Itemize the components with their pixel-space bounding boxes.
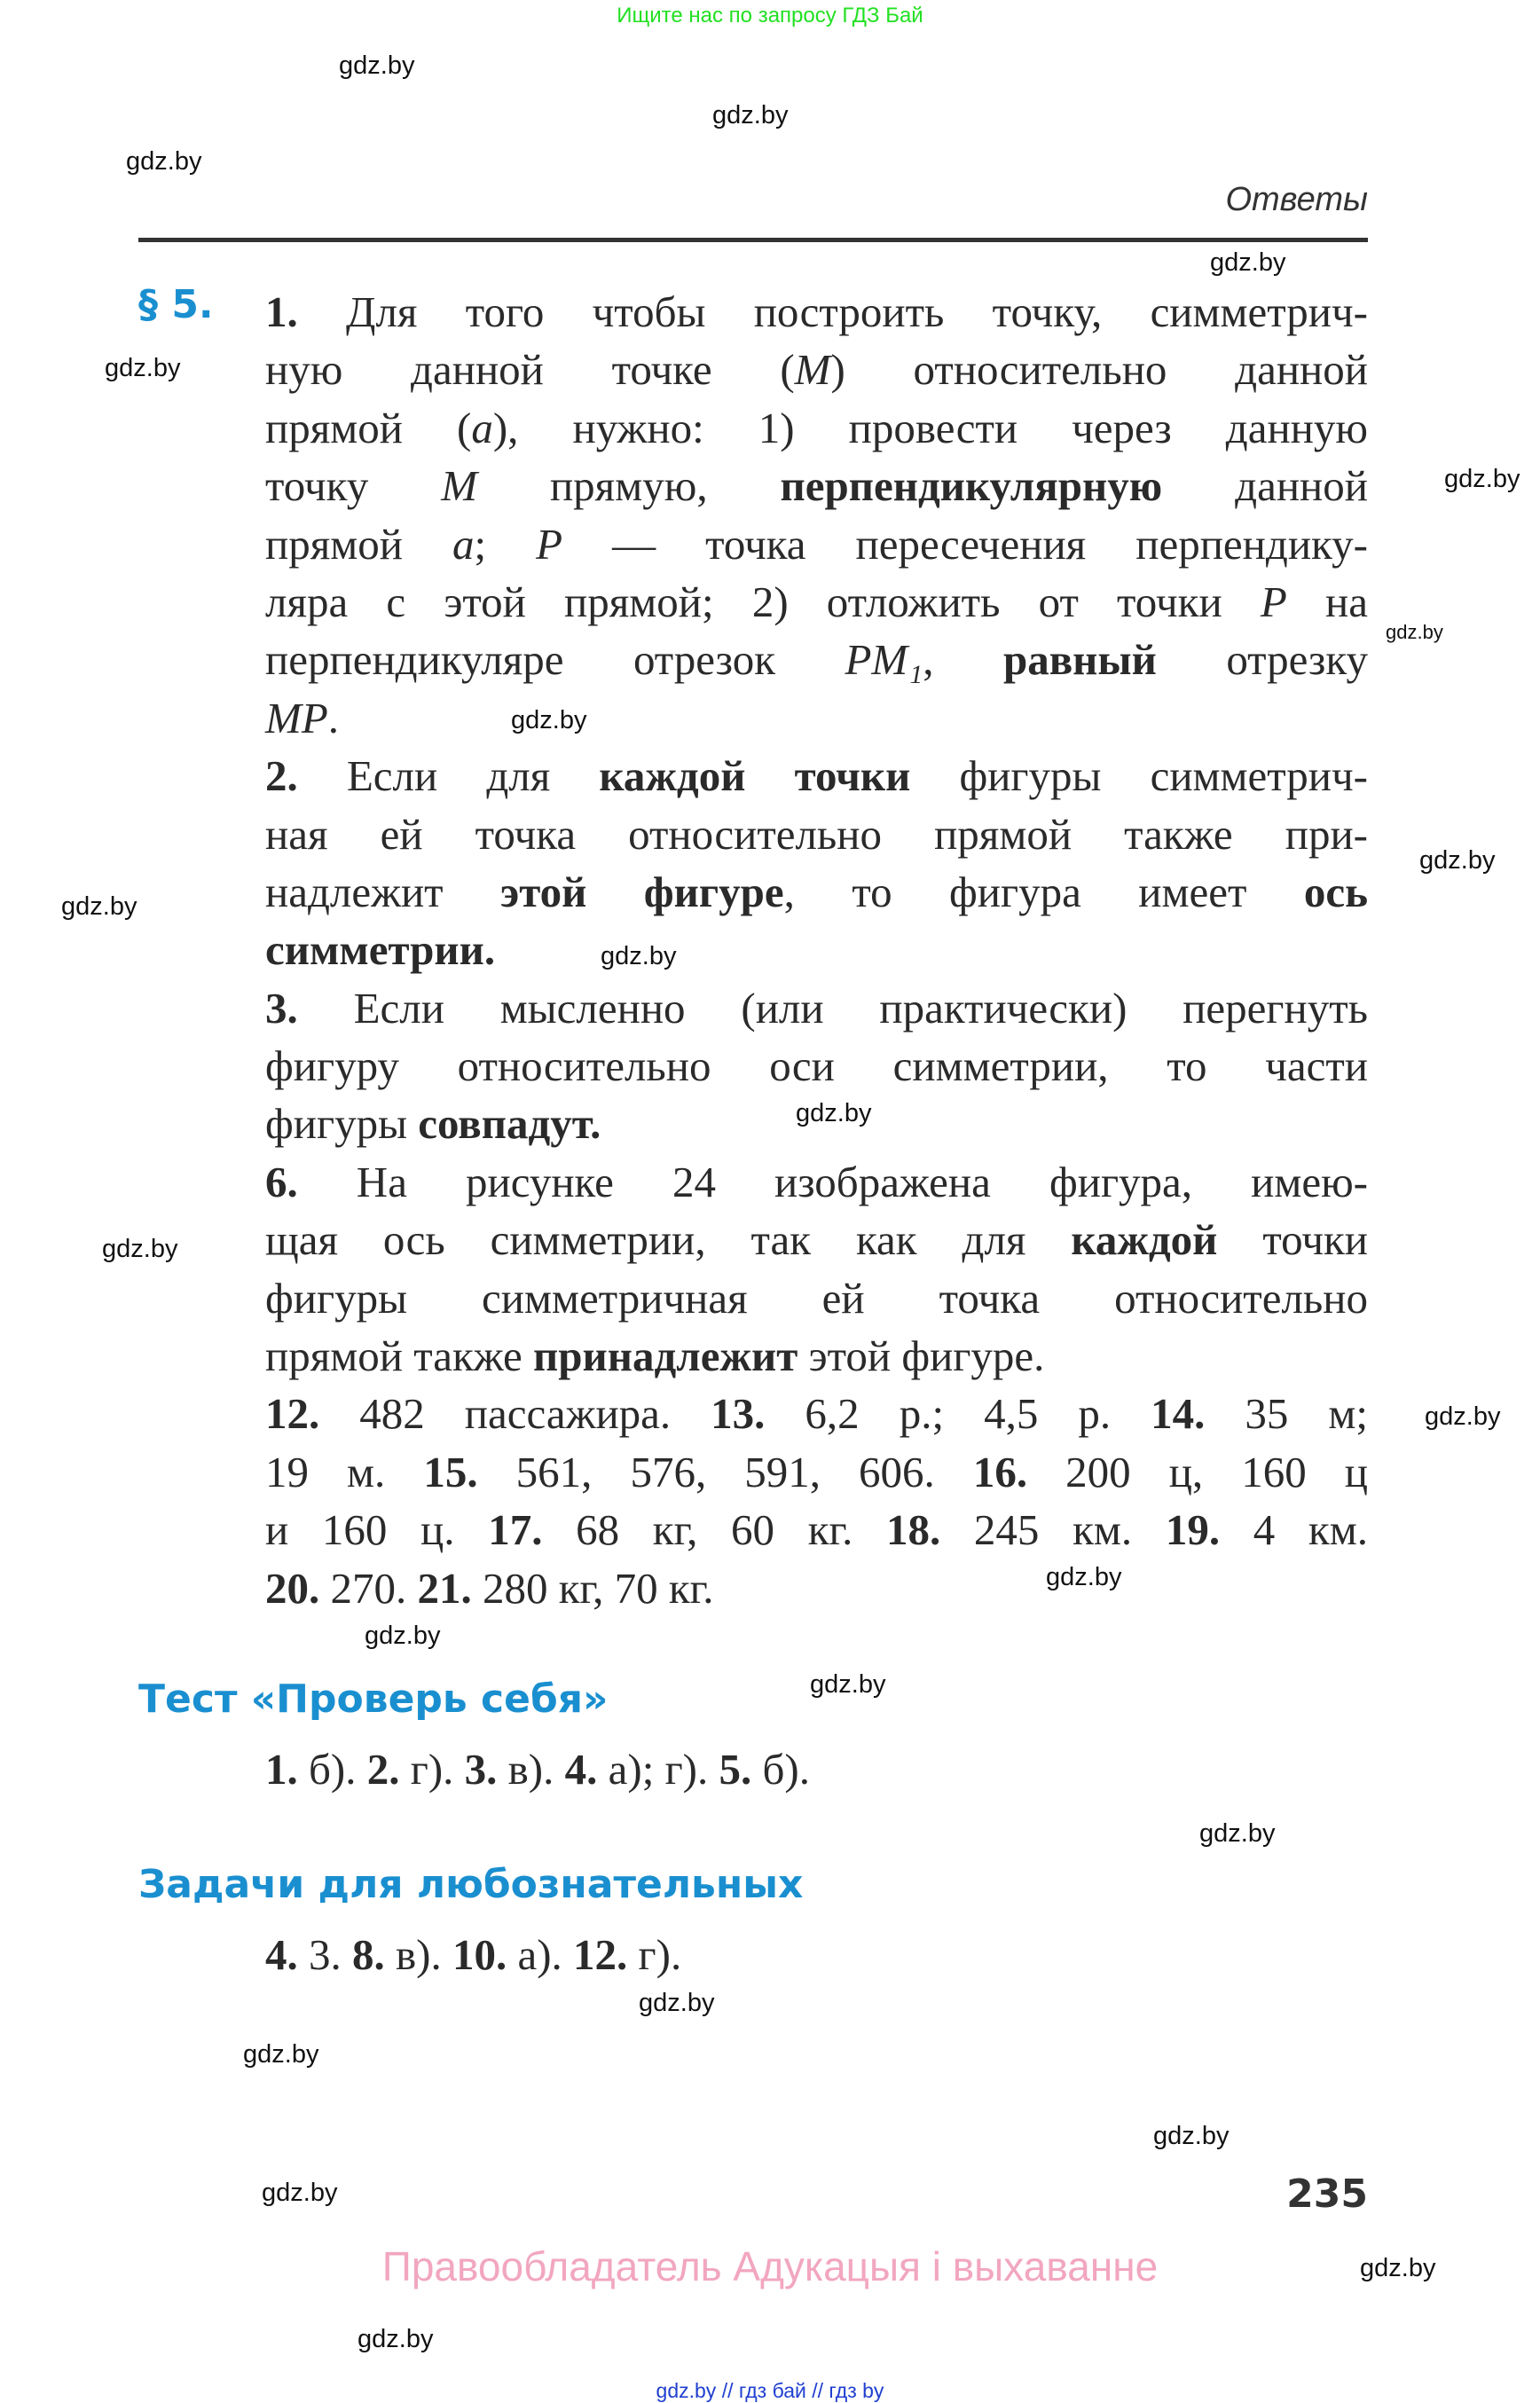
text-segment: , — [923, 635, 1003, 685]
text-segment: 19 м. — [265, 1447, 424, 1496]
answers-body — [265, 283, 1368, 1617]
text-segment: ; — [474, 519, 537, 569]
tasks-answers — [265, 1929, 681, 1980]
math-variable: P — [536, 519, 563, 569]
watermark: gdz.by — [1210, 248, 1286, 277]
test-heading: Тест «Проверь себя» — [138, 1677, 609, 1722]
bold-text: 18. — [886, 1505, 941, 1555]
text-line — [265, 805, 1368, 863]
bold-text: 19. — [1165, 1505, 1221, 1555]
text-segment: этой фигуре. — [798, 1331, 1045, 1381]
text-line — [265, 1559, 714, 1617]
watermark: gdz.by — [810, 1670, 886, 1699]
bold-text: 1. — [265, 1745, 298, 1794]
bold-text: 8. — [352, 1930, 385, 1979]
bold-text: 17. — [488, 1505, 543, 1555]
math-variable: PM₁ — [845, 635, 923, 685]
text-segment: фигуры — [265, 1099, 419, 1149]
bold-text: этой фигуре — [500, 867, 784, 916]
bold-text: 16. — [972, 1447, 1028, 1496]
copyright-notice: Правообладатель Адукацыя і выхаванне — [381, 2243, 1159, 2289]
bold-text: перпендикулярную — [780, 461, 1163, 511]
watermark: gdz.by — [1360, 2254, 1436, 2282]
watermark: gdz.by — [365, 1622, 441, 1650]
text-line — [265, 1037, 1368, 1095]
text-line — [265, 1153, 1368, 1211]
text-line — [265, 921, 495, 978]
text-line — [265, 515, 1368, 573]
text-segment: 200 ц, 160 ц — [1027, 1447, 1368, 1496]
text-segment: г). — [399, 1745, 465, 1794]
text-line — [265, 689, 339, 747]
text-segment: в). — [497, 1745, 565, 1794]
text-segment: 35 м; — [1205, 1389, 1368, 1439]
watermark: gdz.by — [243, 2040, 319, 2069]
text-segment: б). — [751, 1745, 810, 1794]
watermark: gdz.by — [358, 2325, 434, 2353]
bold-text: 12. — [573, 1930, 628, 1979]
text-segment: надлежит — [265, 867, 501, 916]
bold-text: 1. — [265, 287, 298, 336]
math-variable: a — [452, 519, 475, 569]
text-line — [265, 863, 1368, 921]
bold-text: 12. — [265, 1389, 320, 1439]
footer-links[interactable]: gdz.by // гдз бай // гдз by — [656, 2379, 884, 2402]
math-variable: M — [441, 461, 478, 511]
math-variable: M — [794, 345, 831, 395]
text-segment: г). — [627, 1930, 682, 1979]
text-segment: и 160 ц. — [265, 1505, 489, 1555]
bold-text: 14. — [1151, 1389, 1206, 1439]
text-segment: перпендикуляре отрезок — [265, 635, 845, 685]
text-segment: ) относительно данной — [830, 345, 1368, 395]
bold-text: 5. — [719, 1745, 752, 1794]
text-line — [265, 399, 1368, 457]
section-label: § 5. — [138, 282, 214, 327]
text-segment: а). — [507, 1930, 574, 1979]
text-segment: прямой ( — [265, 403, 472, 452]
text-segment: 482 пассажира. — [319, 1389, 711, 1439]
bold-text: 20. — [265, 1563, 320, 1613]
text-segment: в). — [384, 1930, 452, 1979]
text-line — [265, 631, 1368, 688]
text-segment: ), нужно: 1) провести через данную — [492, 403, 1368, 452]
watermark: gdz.by — [796, 1099, 872, 1127]
text-line — [265, 979, 1368, 1037]
watermark: gdz.by — [105, 354, 181, 382]
text-segment: точку — [265, 461, 442, 511]
math-variable: MP — [265, 693, 328, 742]
text-segment: прямую, — [477, 461, 781, 511]
text-line — [265, 1327, 1044, 1385]
text-segment: . — [327, 693, 339, 742]
running-head: Ответы — [1225, 181, 1368, 218]
text-segment: , то фигура имеет — [783, 867, 1304, 916]
bold-text: 3. — [464, 1745, 498, 1794]
watermark: gdz.by — [639, 1989, 715, 2017]
watermark: gdz.by — [712, 101, 789, 130]
watermark: gdz.by — [1386, 621, 1443, 643]
text-line — [265, 283, 1368, 341]
bold-text: 6. — [265, 1157, 298, 1206]
text-line — [265, 747, 1368, 805]
text-segment: Для того чтобы построить точку, симметрич- — [297, 287, 1368, 336]
page-number: 235 — [1286, 2171, 1368, 2217]
watermark: gdz.by — [511, 706, 587, 734]
text-line — [265, 341, 1368, 398]
text-line — [265, 1269, 1368, 1327]
bold-text: каждой — [1071, 1215, 1218, 1265]
watermark: gdz.by — [1425, 1402, 1501, 1431]
text-segment: 245 км. — [940, 1505, 1166, 1555]
watermark: gdz.by — [1199, 1819, 1276, 1848]
watermark: gdz.by — [601, 942, 677, 970]
text-segment: б). — [297, 1745, 367, 1794]
text-segment: 68 кг, 60 кг. — [542, 1505, 887, 1555]
text-segment: ная ей точка относительно прямой также при- — [265, 809, 1368, 859]
top-banner: Ищите нас по запросу ГДЗ Бай — [617, 4, 923, 27]
text-segment: отрезку — [1156, 635, 1369, 685]
bold-text: 2. — [265, 751, 298, 801]
text-line — [265, 1501, 1368, 1559]
watermark: gdz.by — [1153, 2122, 1230, 2150]
text-line — [265, 1095, 601, 1152]
text-line — [265, 1443, 1368, 1501]
text-segment: Если мысленно (или практически) перегнуть — [297, 983, 1368, 1033]
text-segment: ляра с этой прямой; 2) отложить от точки — [265, 577, 1261, 626]
bold-text: каждой точки — [599, 751, 911, 801]
text-segment: Если для — [297, 751, 600, 801]
text-segment: 3. — [297, 1930, 352, 1979]
math-variable: P — [1260, 577, 1287, 626]
watermark: gdz.by — [1046, 1563, 1122, 1591]
text-line — [265, 1385, 1368, 1442]
math-variable: a — [471, 403, 493, 452]
watermark: gdz.by — [61, 892, 138, 921]
text-segment: 6,2 р.; 4,5 р. — [765, 1389, 1151, 1439]
text-segment: ную данной точке ( — [265, 345, 795, 395]
bold-text: 4. — [564, 1745, 598, 1794]
text-line — [265, 573, 1368, 631]
text-segment: 280 кг, 70 кг. — [471, 1563, 714, 1613]
watermark: gdz.by — [339, 51, 415, 80]
bold-text: 4. — [265, 1930, 298, 1979]
text-segment: прямой также — [265, 1331, 534, 1381]
bold-text: равный — [1002, 635, 1157, 685]
text-segment: данной — [1162, 461, 1368, 511]
bold-text: ось — [1303, 867, 1368, 916]
watermark: gdz.by — [102, 1235, 178, 1263]
text-segment: — точка пересечения перпендику- — [562, 519, 1368, 569]
text-segment: 4 км. — [1220, 1505, 1368, 1555]
bold-text: 10. — [452, 1930, 507, 1979]
text-line — [265, 457, 1368, 514]
bold-text: принадлежит — [533, 1331, 798, 1381]
tasks-heading: Задачи для любознательных — [138, 1862, 804, 1907]
text-segment: точки — [1217, 1215, 1369, 1265]
bold-text: совпадут. — [418, 1099, 601, 1149]
header-rule — [138, 238, 1368, 242]
bold-text: 2. — [366, 1745, 400, 1794]
watermark: gdz.by — [1444, 465, 1520, 493]
text-segment: фигуру относительно оси симметрии, то части — [265, 1041, 1368, 1091]
text-segment: фигуры симметрич- — [910, 751, 1368, 801]
text-segment: 561, 576, 591, 606. — [477, 1447, 973, 1496]
text-segment: на — [1286, 577, 1368, 626]
watermark: gdz.by — [262, 2179, 338, 2207]
test-answers — [265, 1744, 810, 1794]
bold-text: симметрии. — [265, 925, 496, 975]
text-segment: фигуры симметричная ей точка относительно — [265, 1273, 1368, 1323]
bold-text: 21. — [417, 1563, 472, 1613]
bold-text: 13. — [711, 1389, 766, 1439]
text-segment: На рисунке 24 изображена фигура, имею- — [297, 1157, 1368, 1206]
text-line — [265, 1211, 1368, 1268]
text-segment: 270. — [319, 1563, 418, 1613]
bold-text: 15. — [423, 1447, 478, 1496]
watermark: gdz.by — [126, 147, 202, 176]
text-segment: а); г). — [597, 1745, 719, 1794]
bold-text: 3. — [265, 983, 298, 1033]
text-segment: прямой — [265, 519, 452, 569]
watermark: gdz.by — [1419, 846, 1496, 875]
text-segment: щая ось симметрии, так как для — [265, 1215, 1072, 1265]
